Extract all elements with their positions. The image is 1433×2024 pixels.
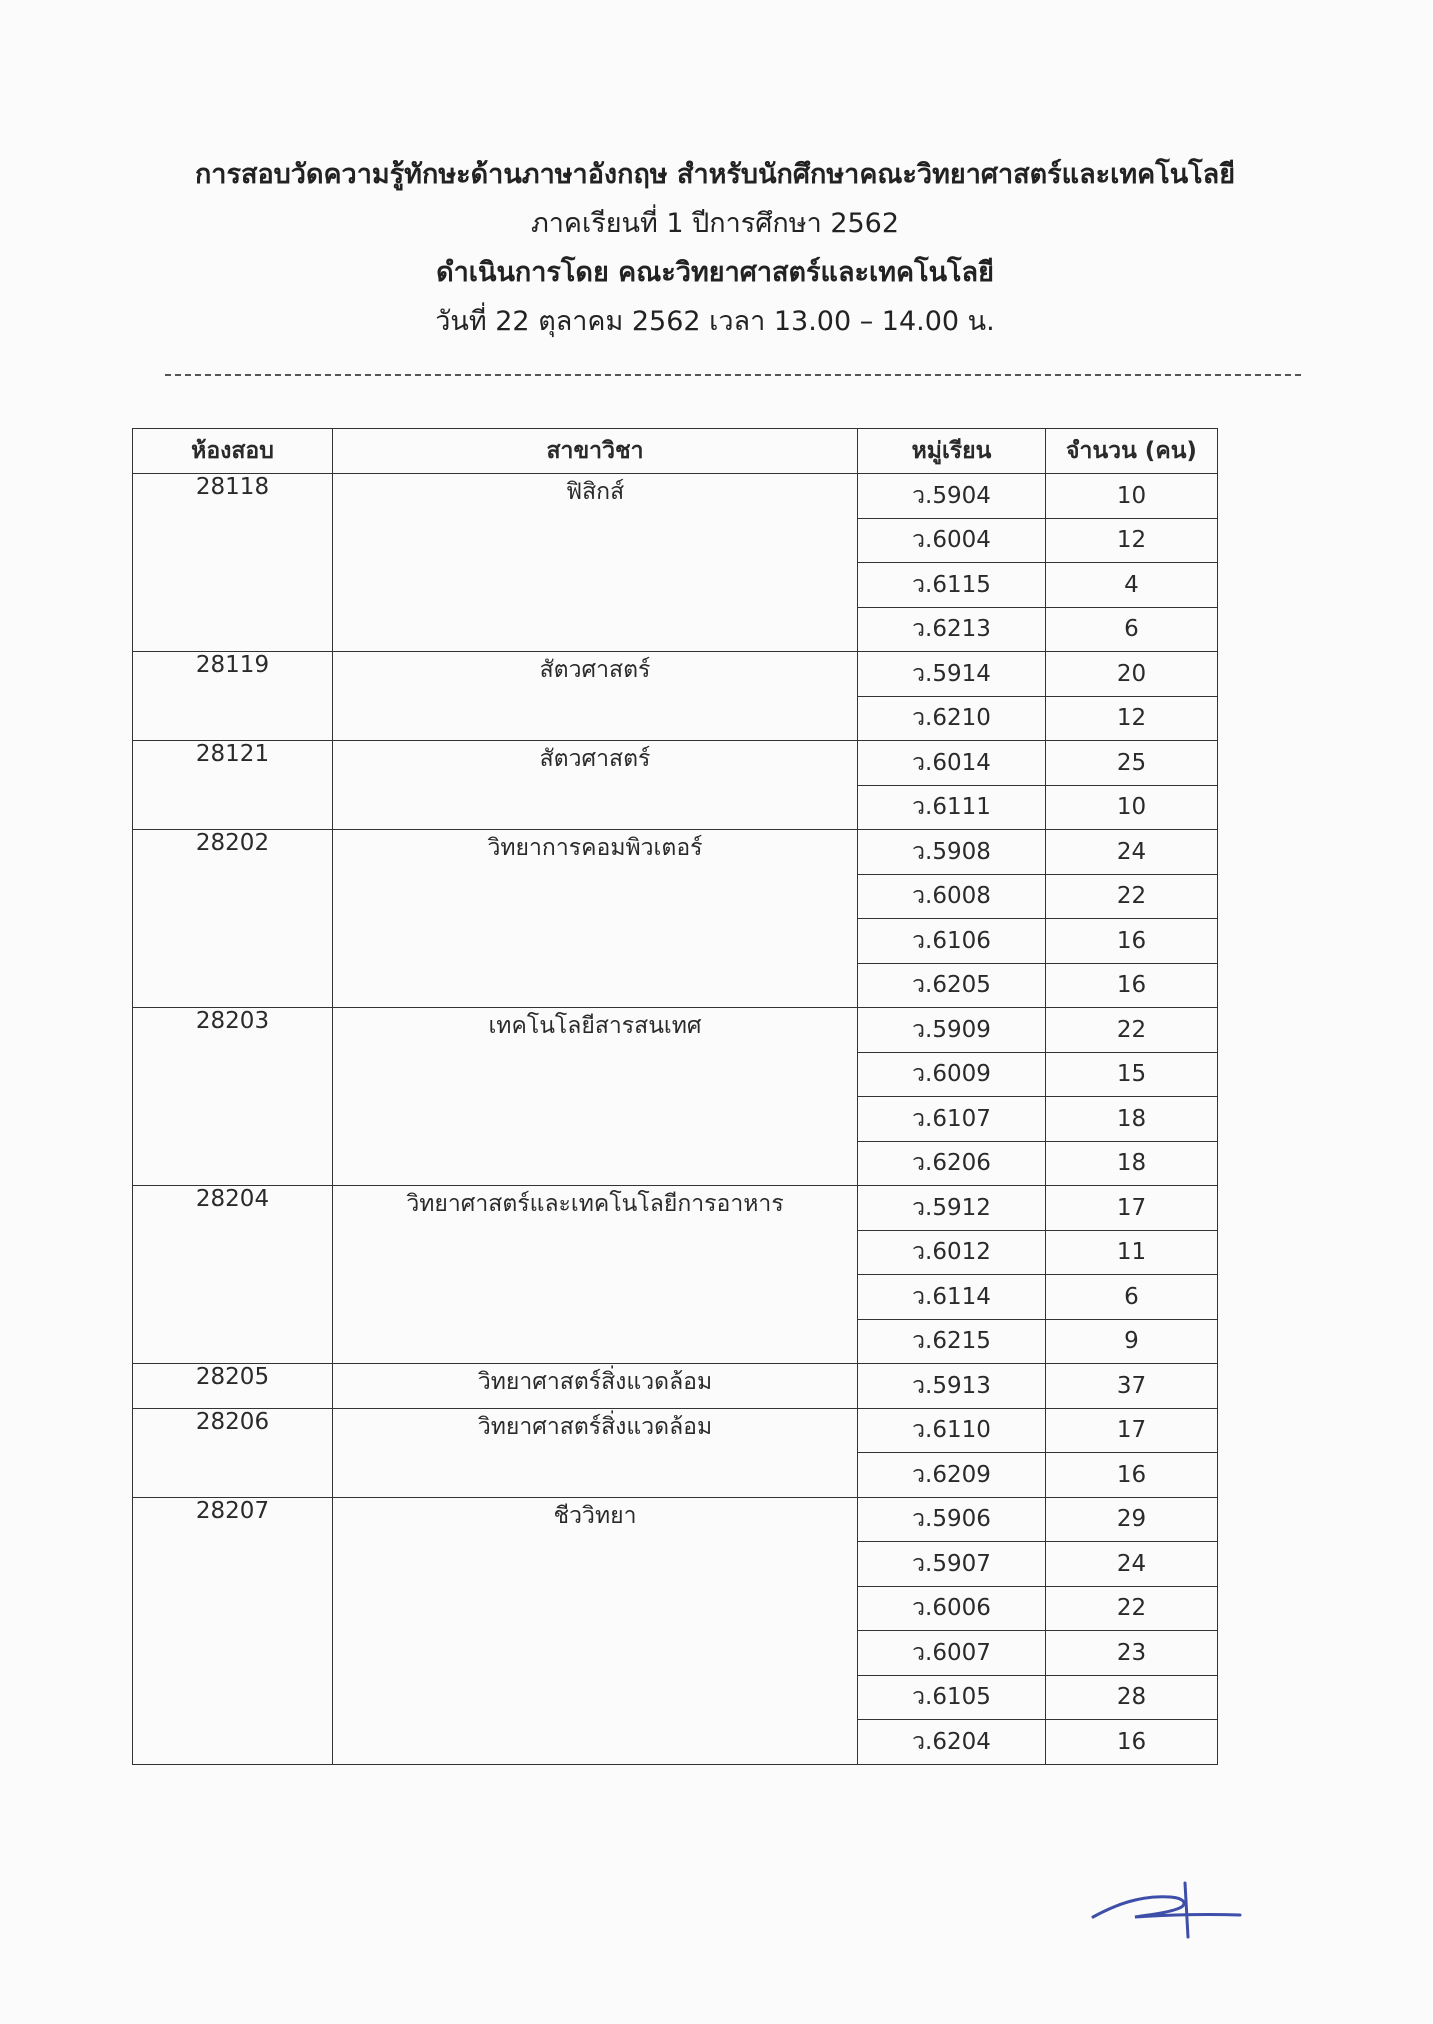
student-count-cell: 16 [1046,1453,1218,1498]
header-organizer: ดำเนินการโดย คณะวิทยาศาสตร์และเทคโนโลยี [436,257,994,288]
subject-cell: ฟิสิกส์ [333,474,858,652]
subject-cell: วิทยาการคอมพิวเตอร์ [333,830,858,1008]
table-row [133,1008,1218,1053]
group-code-cell: ว.6114 [858,1275,1046,1320]
table-body [133,474,1218,1765]
group-code-cell: ว.5912 [858,1186,1046,1231]
dashed-divider [165,374,1301,376]
header-title: การสอบวัดความรู้ทักษะด้านภาษาอังกฤษ สำหรับนักศึกษาคณะวิทยาศาสตร์และเทคโนโลยี [194,159,1236,190]
student-count-cell: 16 [1046,963,1218,1008]
room-number-cell: 28121 [133,741,333,830]
group-code-cell: ว.6105 [858,1675,1046,1720]
room-number-cell: 28207 [133,1497,333,1764]
room-number-cell: 28203 [133,1008,333,1186]
student-count-cell: 24 [1046,1542,1218,1587]
student-count-cell: 29 [1046,1497,1218,1542]
subject-cell: วิทยาศาสตร์สิ่งแวดล้อม [333,1408,858,1497]
group-code-cell: ว.6008 [858,874,1046,919]
student-count-cell: 18 [1046,1141,1218,1186]
group-code-cell: ว.6215 [858,1319,1046,1364]
table-row [133,1408,1218,1453]
subject-cell: สัตวศาสตร์ [333,652,858,741]
group-code-cell: ว.6106 [858,919,1046,964]
student-count-cell: 11 [1046,1230,1218,1275]
group-code-cell: ว.5914 [858,652,1046,697]
student-count-cell: 18 [1046,1097,1218,1142]
header-date-time: วันที่ 22 ตุลาคม 2562 เวลา 13.00 – 14.00 น. [435,306,995,337]
group-code-cell: ว.6115 [858,563,1046,608]
table-header-row [133,429,1218,474]
subject-cell: เทคโนโลยีสารสนเทศ [333,1008,858,1186]
column-header-group: หมู่เรียน [858,429,1046,474]
group-code-cell: ว.6205 [858,963,1046,1008]
student-count-cell: 23 [1046,1631,1218,1676]
room-number-cell: 28204 [133,1186,333,1364]
column-header-count: จำนวน (คน) [1046,429,1218,474]
group-code-cell: ว.5906 [858,1497,1046,1542]
student-count-cell: 20 [1046,652,1218,697]
student-count-cell: 10 [1046,474,1218,519]
room-number-cell: 28202 [133,830,333,1008]
exam-room-table [132,428,1218,1765]
student-count-cell: 37 [1046,1364,1218,1409]
student-count-cell: 6 [1046,607,1218,652]
student-count-cell: 28 [1046,1675,1218,1720]
group-code-cell: ว.5904 [858,474,1046,519]
student-count-cell: 22 [1046,874,1218,919]
student-count-cell: 9 [1046,1319,1218,1364]
student-count-cell: 12 [1046,696,1218,741]
table-row [133,741,1218,786]
student-count-cell: 25 [1046,741,1218,786]
group-code-cell: ว.5913 [858,1364,1046,1409]
student-count-cell: 24 [1046,830,1218,875]
group-code-cell: ว.6110 [858,1408,1046,1453]
group-code-cell: ว.5909 [858,1008,1046,1053]
room-number-cell: 28205 [133,1364,333,1409]
group-code-cell: ว.6107 [858,1097,1046,1142]
student-count-cell: 6 [1046,1275,1218,1320]
student-count-cell: 16 [1046,919,1218,964]
group-code-cell: ว.6006 [858,1586,1046,1631]
document-header [150,150,1280,346]
subject-cell: ชีววิทยา [333,1497,858,1764]
group-code-cell: ว.6004 [858,518,1046,563]
group-code-cell: ว.6204 [858,1720,1046,1765]
group-code-cell: ว.6206 [858,1141,1046,1186]
group-code-cell: ว.6012 [858,1230,1046,1275]
table-row [133,1186,1218,1231]
group-code-cell: ว.6009 [858,1052,1046,1097]
subject-cell: วิทยาศาสตร์สิ่งแวดล้อม [333,1364,858,1409]
student-count-cell: 12 [1046,518,1218,563]
table-row [133,1497,1218,1542]
student-count-cell: 4 [1046,563,1218,608]
table-row [133,474,1218,519]
group-code-cell: ว.6014 [858,741,1046,786]
column-header-subject: สาขาวิชา [333,429,858,474]
table-row [133,830,1218,875]
room-number-cell: 28119 [133,652,333,741]
group-code-cell: ว.5908 [858,830,1046,875]
room-number-cell: 28206 [133,1408,333,1497]
group-code-cell: ว.6007 [858,1631,1046,1676]
student-count-cell: 17 [1046,1408,1218,1453]
header-semester: ภาคเรียนที่ 1 ปีการศึกษา 2562 [530,208,900,239]
student-count-cell: 16 [1046,1720,1218,1765]
subject-cell: สัตวศาสตร์ [333,741,858,830]
group-code-cell: ว.5907 [858,1542,1046,1587]
student-count-cell: 15 [1046,1052,1218,1097]
student-count-cell: 17 [1046,1186,1218,1231]
group-code-cell: ว.6111 [858,785,1046,830]
student-count-cell: 22 [1046,1586,1218,1631]
room-number-cell: 28118 [133,474,333,652]
table-row [133,652,1218,697]
signature-mark [1085,1865,1245,1945]
student-count-cell: 10 [1046,785,1218,830]
group-code-cell: ว.6210 [858,696,1046,741]
group-code-cell: ว.6213 [858,607,1046,652]
subject-cell: วิทยาศาสตร์และเทคโนโลยีการอาหาร [333,1186,858,1364]
student-count-cell: 22 [1046,1008,1218,1053]
column-header-room: ห้องสอบ [133,429,333,474]
group-code-cell: ว.6209 [858,1453,1046,1498]
table-row [133,1364,1218,1409]
